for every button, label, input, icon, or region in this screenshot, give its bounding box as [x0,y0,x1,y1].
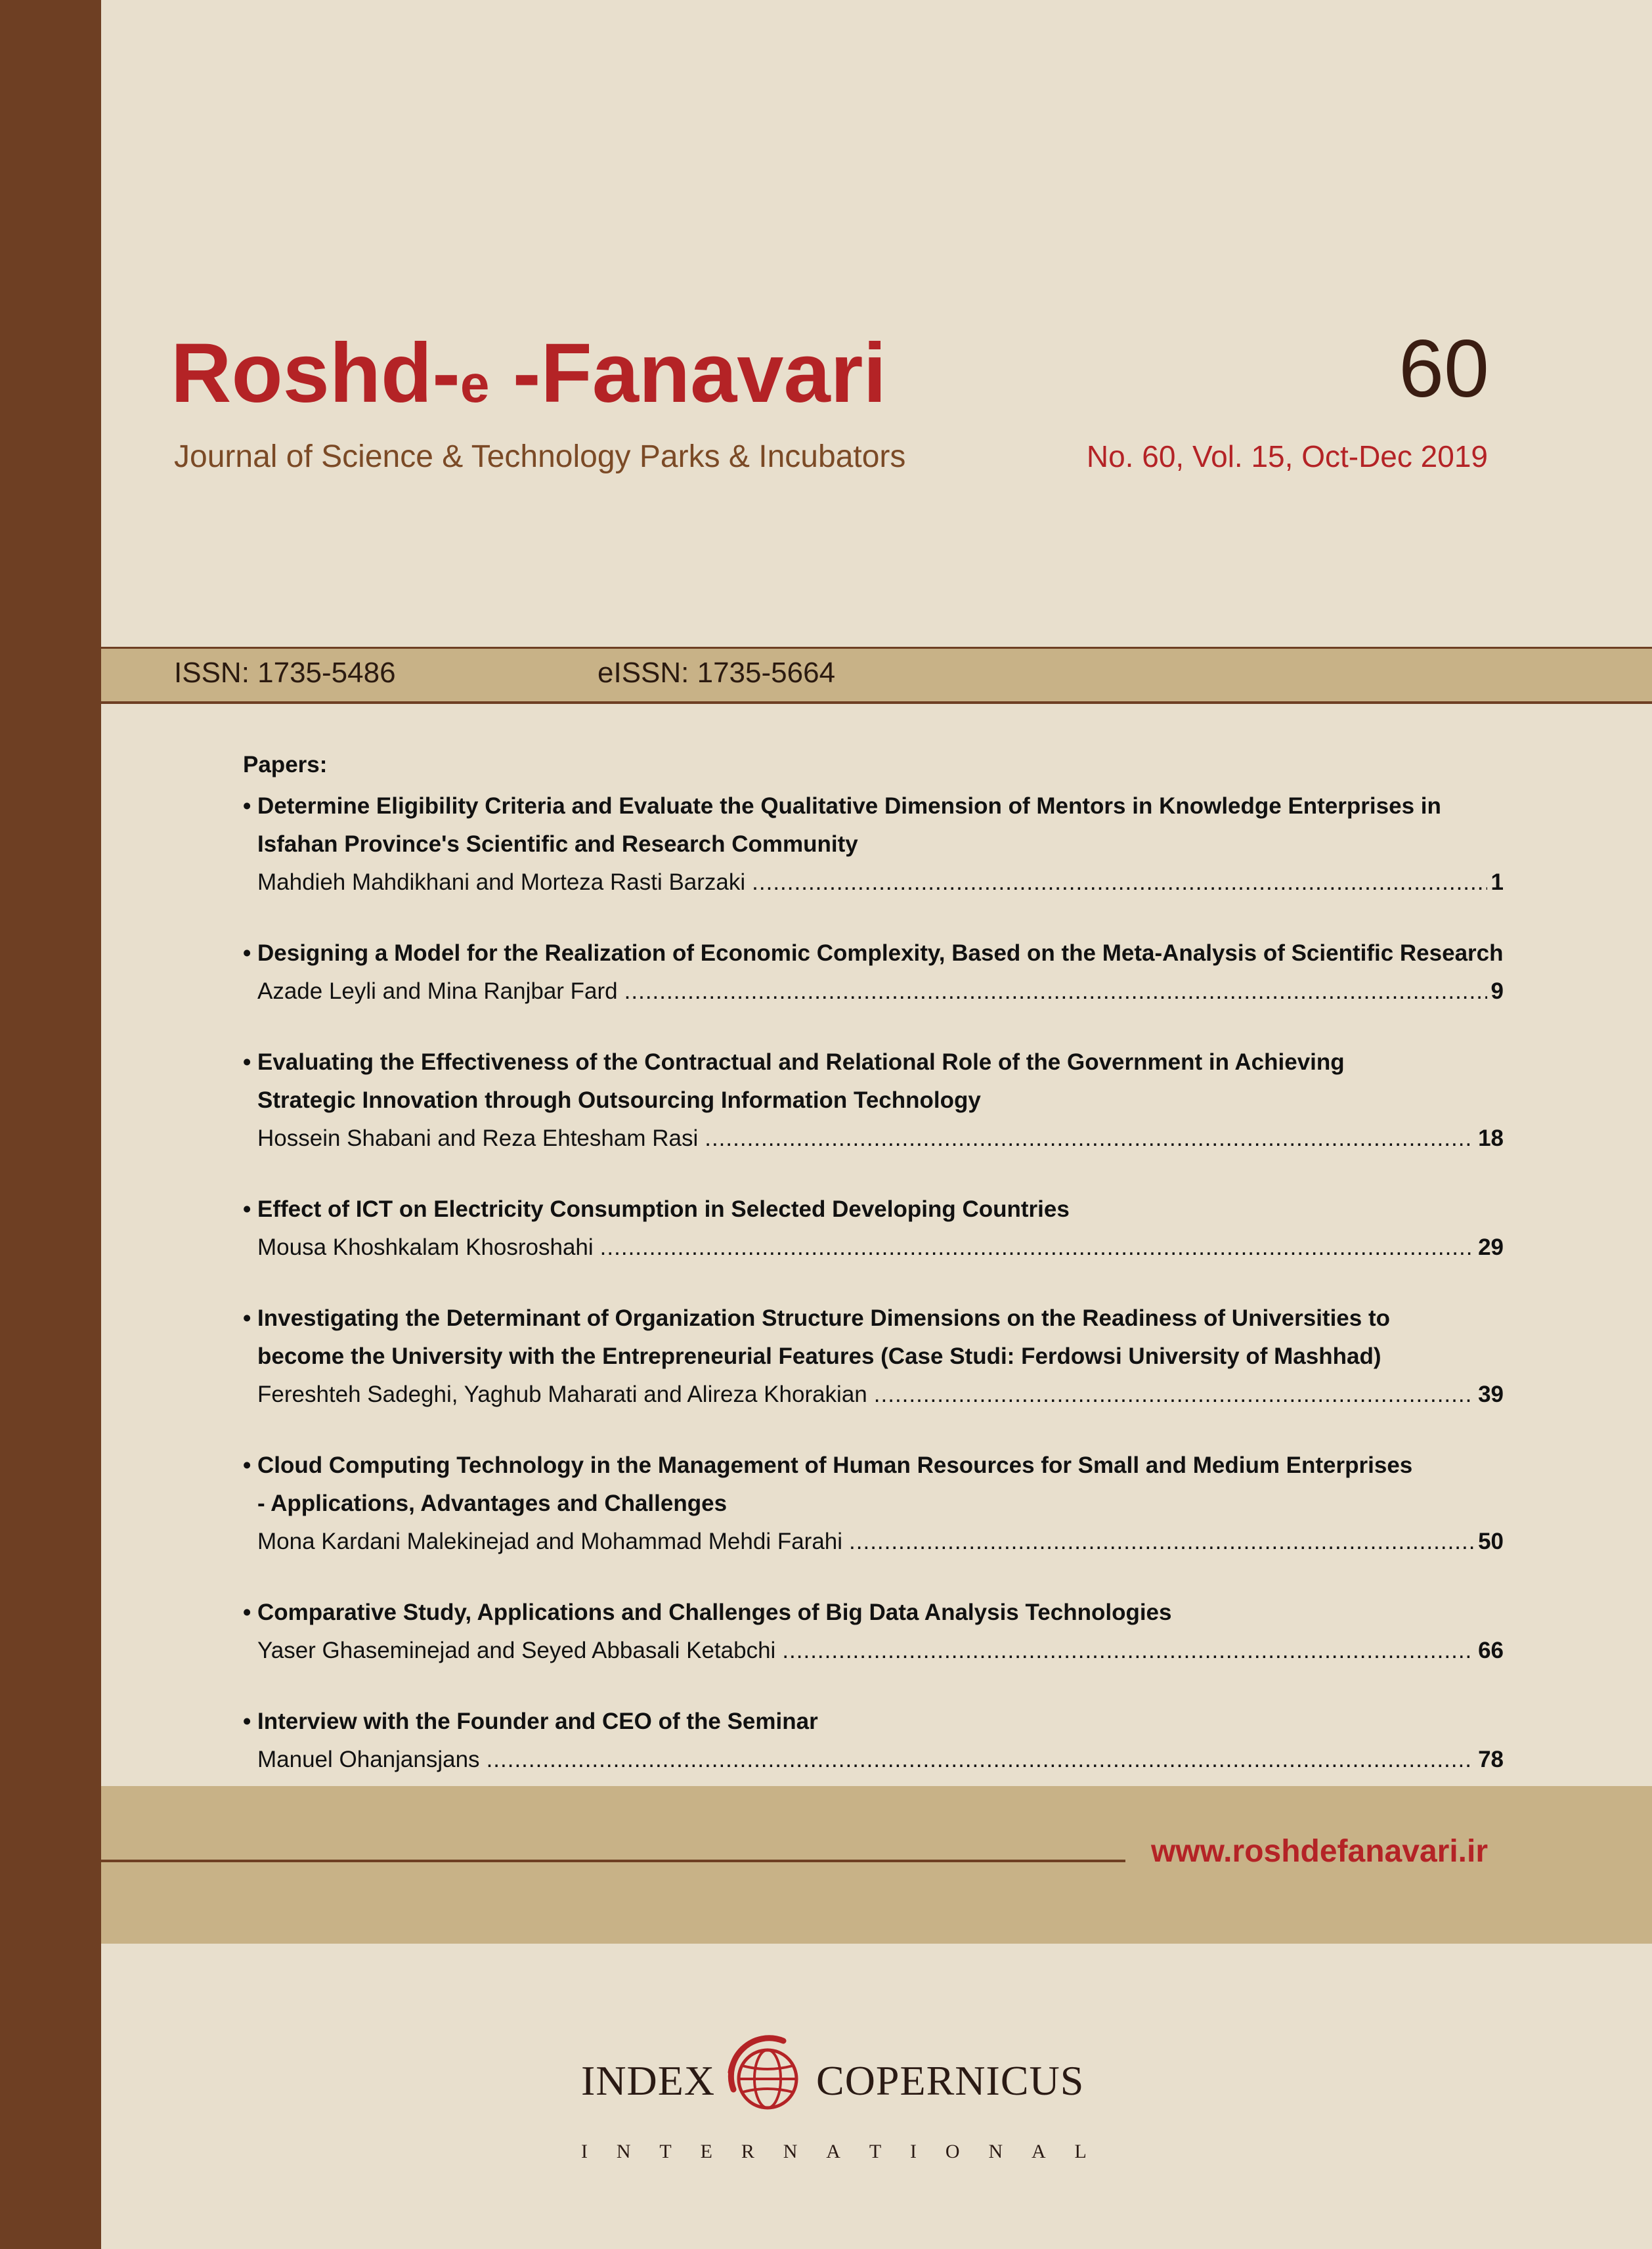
leader-dots [705,1120,1474,1158]
toc-heading: Papers: [243,752,328,777]
issue-number: 60 [1399,324,1489,414]
paper-authors: Yaser Ghaseminejad and Seyed Abbasali Ketabchi [257,1638,776,1663]
paper-title-line: - Applications, Advantages and Challenges [257,1491,728,1516]
leader-dots [849,1523,1474,1561]
logo-letter: N [988,2141,1003,2162]
paper-authors: Azade Leyli and Mina Ranjbar Fard [257,978,618,1004]
index-copernicus-logo [581,2029,1087,2162]
paper-title [243,1447,1504,1523]
bullet-icon: • [243,940,251,966]
logo-letter: L [1074,2141,1087,2162]
logo-letter: E [700,2141,712,2162]
paper-title-line: Effect of ICT on Electricity Consumption in Selected Developing Countries [257,1196,1070,1222]
logo-word-index: INDEX [581,2057,716,2104]
page-number: 50 [1478,1529,1504,1554]
paper-authors: Fereshteh Sadeghi, Yaghub Maharati and Alireza Khorakian [257,1382,867,1407]
footer-rule [101,1860,1125,1862]
toc-entry [243,1447,1504,1561]
journal-title [171,326,886,420]
title-part-roshd: Roshd- [171,326,460,420]
paper-title [243,1703,1504,1741]
leader-dots [600,1229,1474,1267]
globe-icon [720,2032,812,2124]
author-line [243,1632,1504,1670]
author-line [243,1523,1504,1561]
page-number: 29 [1478,1234,1504,1260]
logo-word-international [581,2141,1087,2163]
page-number: 78 [1478,1747,1504,1772]
toc-entry [243,1190,1504,1267]
paper-authors: Mousa Khoshkalam Khosroshahi [257,1234,594,1260]
toc-entry [243,1043,1504,1158]
leader-dots [752,863,1487,902]
issue-details: No. 60, Vol. 15, Oct-Dec 2019 [1086,439,1488,473]
paper-title-line: Evaluating the Effectiveness of the Contractual and Relational Role of the Government in Achieving [257,1049,1345,1075]
leader-dots [624,972,1487,1011]
bullet-icon: • [243,1196,251,1222]
bullet-icon: • [243,1305,251,1331]
website-link[interactable]: www.roshdefanavari.ir [1150,1834,1488,1869]
author-line [243,1741,1504,1779]
toc-entry [243,787,1504,902]
page-number: 1 [1490,869,1504,895]
paper-authors: Hossein Shabani and Reza Ehtesham Rasi [257,1125,699,1151]
paper-title-line: Cloud Computing Technology in the Management of Human Resources for Small and Medium Enterprises [257,1452,1413,1478]
title-part-fanavari: -Fanavari [489,326,886,420]
paper-title-line: become the University with the Entrepreneurial Features (Case Studi: Ferdowsi University of Mashhad) [257,1343,1381,1369]
logo-letter: A [1031,2141,1046,2162]
toc-entry [243,934,1504,1011]
author-line [243,863,1504,902]
page-number: 39 [1478,1382,1504,1407]
logo-letter: T [869,2141,882,2162]
bullet-icon: • [243,1600,251,1625]
title-part-e: e [460,355,490,413]
page-number: 9 [1490,978,1504,1004]
page-number: 66 [1478,1638,1504,1663]
author-line [243,1120,1504,1158]
author-line [243,1376,1504,1414]
paper-title-line: Determine Eligibility Criteria and Evaluate the Qualitative Dimension of Mentors in Knowledge Enterprises in [257,793,1441,819]
paper-authors: Mona Kardani Malekinejad and Mohammad Mehdi Farahi [257,1529,843,1554]
logo-letter: N [616,2141,631,2162]
logo-letter: O [945,2141,960,2162]
page-number: 18 [1478,1125,1504,1151]
bullet-icon: • [243,1452,251,1478]
paper-title [243,787,1504,863]
author-line [243,1229,1504,1267]
paper-title-line: Interview with the Founder and CEO of the Seminar [257,1709,818,1734]
toc-entry [243,1594,1504,1670]
issn-label: ISSN: 1735-5486 [174,657,396,689]
logo-letter: I [910,2141,917,2162]
journal-subtitle: Journal of Science & Technology Parks & Incubators [174,439,906,474]
paper-title-line: Strategic Innovation through Outsourcing Information Technology [257,1087,981,1113]
paper-title [243,1043,1504,1120]
paper-title [243,1190,1504,1229]
paper-title [243,1594,1504,1632]
toc-entry [243,1703,1504,1779]
eissn-label: eISSN: 1735-5664 [598,657,836,689]
leader-dots [487,1741,1475,1779]
bullet-icon: • [243,793,251,819]
logo-letter: R [741,2141,754,2162]
table-of-contents [243,752,1504,1812]
leader-dots [782,1632,1474,1670]
logo-letter: I [581,2141,588,2162]
paper-title-line: Designing a Model for the Realization of Economic Complexity, Based on the Meta-Analysis of Scientific Research [257,940,1504,966]
paper-title-line: Investigating the Determinant of Organization Structure Dimensions on the Readiness of Universities to [257,1305,1390,1331]
logo-letter: A [826,2141,840,2162]
paper-title-line: Isfahan Province's Scientific and Research Community [257,831,858,857]
logo-word-copernicus: COPERNICUS [816,2057,1085,2104]
author-line [243,972,1504,1011]
toc-entry [243,1299,1504,1414]
toc-list [243,787,1504,1779]
bullet-icon: • [243,1049,251,1075]
leader-dots [874,1376,1474,1414]
paper-title-line: Comparative Study, Applications and Challenges of Big Data Analysis Technologies [257,1600,1172,1625]
logo-letter: N [783,2141,798,2162]
cover-spine [0,0,101,2249]
paper-authors: Mahdieh Mahdikhani and Morteza Rasti Barzaki [257,869,746,895]
paper-authors: Manuel Ohanjansjans [257,1747,480,1772]
bullet-icon: • [243,1709,251,1734]
paper-title [243,1299,1504,1376]
paper-title [243,934,1504,972]
logo-letter: T [659,2141,672,2162]
